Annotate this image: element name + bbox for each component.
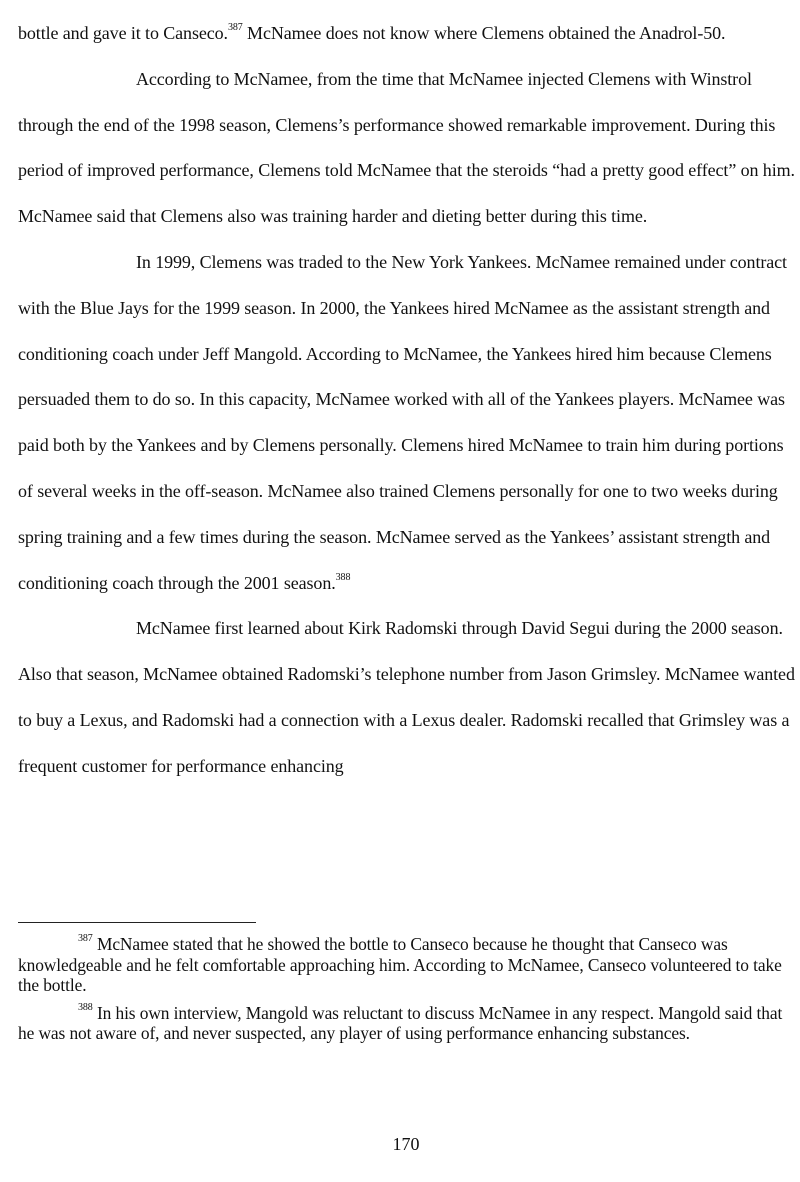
footnote-number: 387 [78, 933, 93, 945]
footnote-separator [18, 922, 256, 923]
paragraph [18, 57, 798, 240]
footnote-text: In his own interview, Mangold was reluctant to discuss McNamee in any respect. Mangold said that he was not aware of, and never suspected, any player of using performance enhancing substances. [18, 1002, 783, 1043]
paragraph [18, 11, 798, 57]
footnote-reference: 388 [335, 571, 351, 583]
footnote [18, 1003, 798, 1044]
paragraph [18, 240, 798, 606]
text-run: McNamee does not know where Clemens obtained the Anadrol-50. [242, 23, 726, 43]
page-number: 170 [392, 1134, 420, 1154]
footnote-reference: 387 [227, 22, 243, 33]
body-text [18, 11, 798, 790]
footnote [18, 934, 798, 996]
footnote-text: McNamee stated that he showed the bottle to Canseco because he thought that Canseco was knowledgeable and he felt comfortable approaching him. According to McNamee, Canseco volunteered to take the bottle. [18, 934, 782, 995]
text-run: In 1999, Clemens was traded to the New York Yankees. McNamee remained under contract with the Blue Jays for the 1999 season. In 2000, the Yankees hired McNamee as the assistant strength and conditioning coach under Jeff Mangold. According to McNamee, the Yankees hired him because Clemens persuaded them to do so. In this capacity, McNamee worked with all of the Yankees players. McNamee was paid both by the Yankees and by Clemens personally. Clemens hired McNamee to train him during portions of several weeks in the off-season. McNamee also trained Clemens personally for one to two weeks during spring training and a few times during the season. McNamee served as the Yankees’ assistant strength and conditioning coach through the 2001 season. [18, 251, 787, 593]
footnotes [18, 934, 798, 1051]
footnote-number: 388 [78, 1001, 93, 1013]
text-run: McNamee first learned about Kirk Radomski through David Segui during the 2000 season. Also that season, McNamee obtained Radomski’s telephone number from Jason Grimsley. McNamee wanted to buy a Lexus, and Radomski had a connection with a Lexus dealer. Radomski recalled that Grimsley was a frequent customer for performance enhancing [18, 618, 795, 776]
paragraph [18, 606, 798, 789]
text-run: bottle and gave it to Canseco. [18, 23, 228, 43]
text-run: According to McNamee, from the time that McNamee injected Clemens with Winstrol through the end of the 1998 season, Clemens’s performance showed remarkable improvement. During this period of improved performance, Clemens told McNamee that the steroids “had a pretty good effect” on him. McNamee said that Clemens also was training harder and dieting better during this time. [18, 68, 795, 227]
